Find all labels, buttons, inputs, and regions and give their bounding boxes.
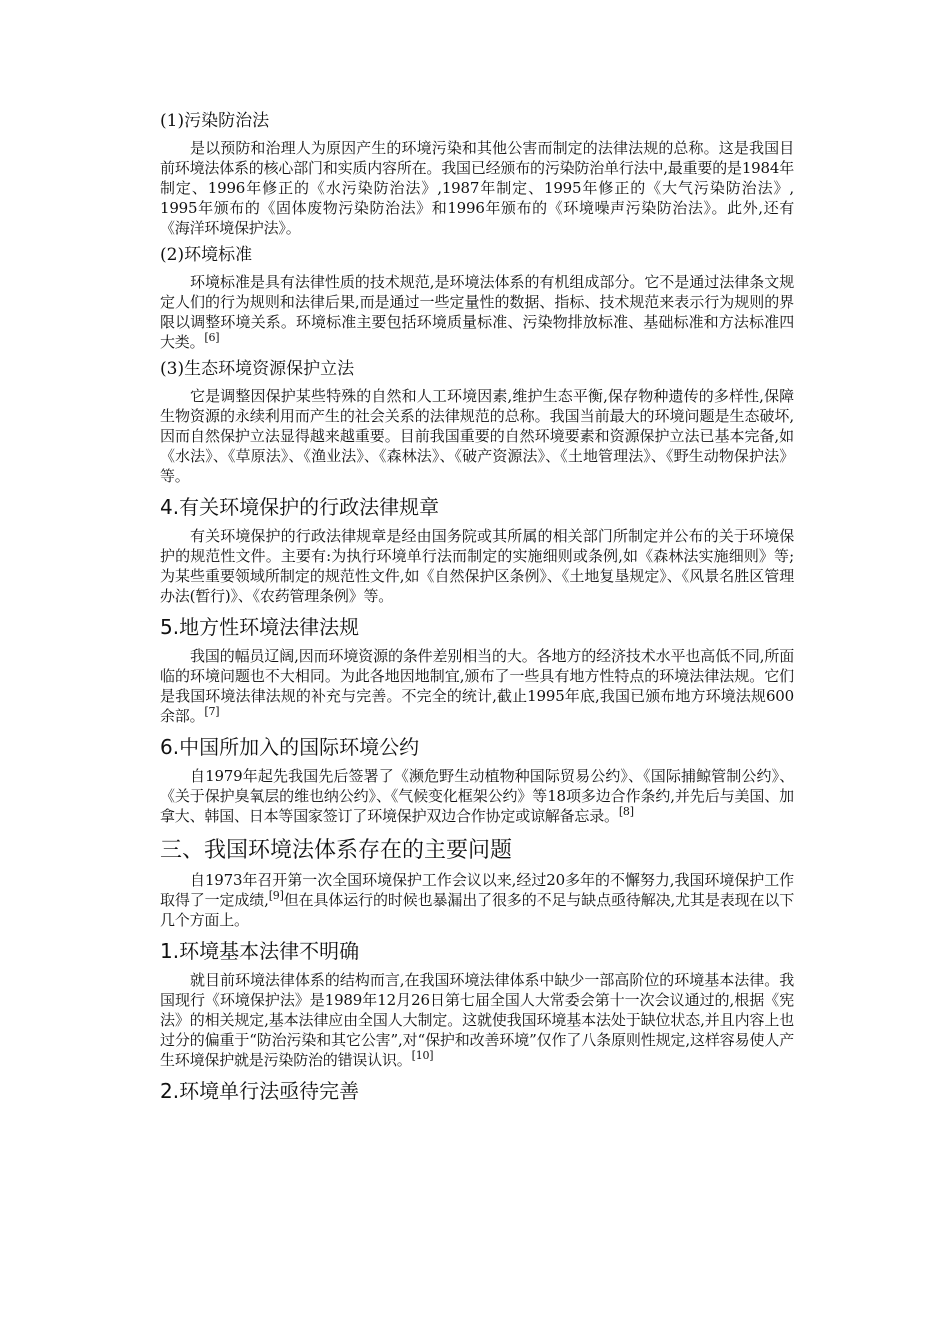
chapter-heading: 三、我国环境法体系存在的主要问题 [160, 838, 513, 863]
citation: [6] [204, 331, 220, 344]
section-international-conventions [160, 732, 794, 826]
citation: [9] [268, 889, 284, 902]
section-single-laws [160, 1076, 794, 1106]
document-page [160, 104, 794, 1110]
subheading: (3)生态环境资源保护立法 [160, 359, 355, 379]
section-heading: 2.环境单行法亟待完善 [160, 1079, 360, 1103]
paragraph: 自1979年起先我国先后签署了《濒危野生动植物种国际贸易公约》、《国际捕鲸管制公约》、《关于保护臭氧层的维也纳公约》、《气候变化框架公约》等18项多边合作条约,并先后与美国、加拿大、韩国、日本等国家签订了环境保护双边合作协定或谅解备忘录。[8] [160, 767, 794, 825]
citation: [10] [411, 1049, 434, 1062]
citation: [8] [618, 805, 634, 818]
section-local-laws [160, 612, 794, 726]
subheading: (2)环境标准 [160, 245, 253, 265]
paragraph: 自1973年召开第一次全国环境保护工作会议以来,经过20多年的不懈努力,我国环境保护工作取得了一定成绩,[9]但在具体运行的时候也暴漏出了很多的不足与缺点亟待解决,尤其是表现在以下几个方面上。 [160, 871, 794, 929]
section-heading: 6.中国所加入的国际环境公约 [160, 735, 420, 759]
section-basic-law-unclear [160, 936, 794, 1070]
section-environmental-standards [160, 242, 794, 352]
citation: [7] [204, 705, 220, 718]
section-ecological-protection [160, 356, 794, 486]
section-heading: 4.有关环境保护的行政法律规章 [160, 495, 440, 519]
paragraph: 我国的幅员辽阔,因而环境资源的条件差别相当的大。各地方的经济技术水平也高低不同,所面临的环境问题也不大相同。为此各地因地制宜,颁布了一些具有地方性特点的环境法律法规。它们是我国环境法律法规的补充与完善。不完全的统计,截止1995年底,我国已颁布地方环境法规600余部。[7] [160, 647, 794, 725]
paragraph: 环境标准是具有法律性质的技术规范,是环境法体系的有机组成部分。它不是通过法律条文规定人们的行为规则和法律后果,而是通过一些定量性的数据、指标、技术规范来表示行为规则的界限以调整环境关系。环境标准主要包括环境质量标准、污染物排放标准、基础标准和方法标准四大类。[6] [160, 273, 794, 351]
paragraph: 是以预防和治理人为原因产生的环境污染和其他公害而制定的法律法规的总称。这是我国目前环境法体系的核心部门和实质内容所在。我国已经颁布的污染防治单行法中,最重要的是1984年制定、1996年修正的《水污染防治法》,1987年制定、1995年修正的《大气污染防治法》, 1995年颁布的《固体废物污染防治法》和1996年颁布的《环境噪声污染防治法》。此外,还有《海洋环境保护法》。 [160, 139, 794, 237]
paragraph: 就目前环境法律体系的结构而言,在我国环境法律体系中缺少一部高阶位的环境基本法律。我国现行《环境保护法》是1989年12月26日第七届全国人大常委会第十一次会议通过的,根据《宪法》的相关规定,基本法律应由全国人大制定。这就使我国环境基本法处于缺位状态,并且内容上也过分的偏重于“防治污染和其它公害”,对“保护和改善环境”仅作了八条原则性规定,这样容易使人产生环境保护就是污染防治的错误认识。[10] [160, 971, 794, 1069]
section-heading: 1.环境基本法律不明确 [160, 939, 360, 963]
paragraph: 它是调整因保护某些特殊的自然和人工环境因素,维护生态平衡,保存物种遗传的多样性,保障生物资源的永续利用而产生的社会关系的法律规范的总称。我国当前最大的环境问题是生态破坏,因而自然保护立法显得越来越重要。目前我国重要的自然环境要素和资源保护立法已基本完备,如《水法》、《草原法》、《渔业法》、《森林法》、《破产资源法》、《土地管理法》、《野生动物保护法》等。 [160, 387, 794, 485]
section-main-problems [160, 834, 794, 930]
subheading: (1)污染防治法 [160, 111, 270, 131]
section-administrative-regulations [160, 492, 794, 606]
section-pollution-law [160, 108, 794, 238]
section-heading: 5.地方性环境法律法规 [160, 615, 360, 639]
paragraph: 有关环境保护的行政法律规章是经由国务院或其所属的相关部门所制定并公布的关于环境保护的规范性文件。主要有:为执行环境单行法而制定的实施细则或条例,如《森林法实施细则》等;为某些重要领域所制定的规范性文件,如《自然保护区条例》、《土地复垦规定》、《风景名胜区管理办法(暂行)》、《农药管理条例》等。 [160, 527, 794, 605]
